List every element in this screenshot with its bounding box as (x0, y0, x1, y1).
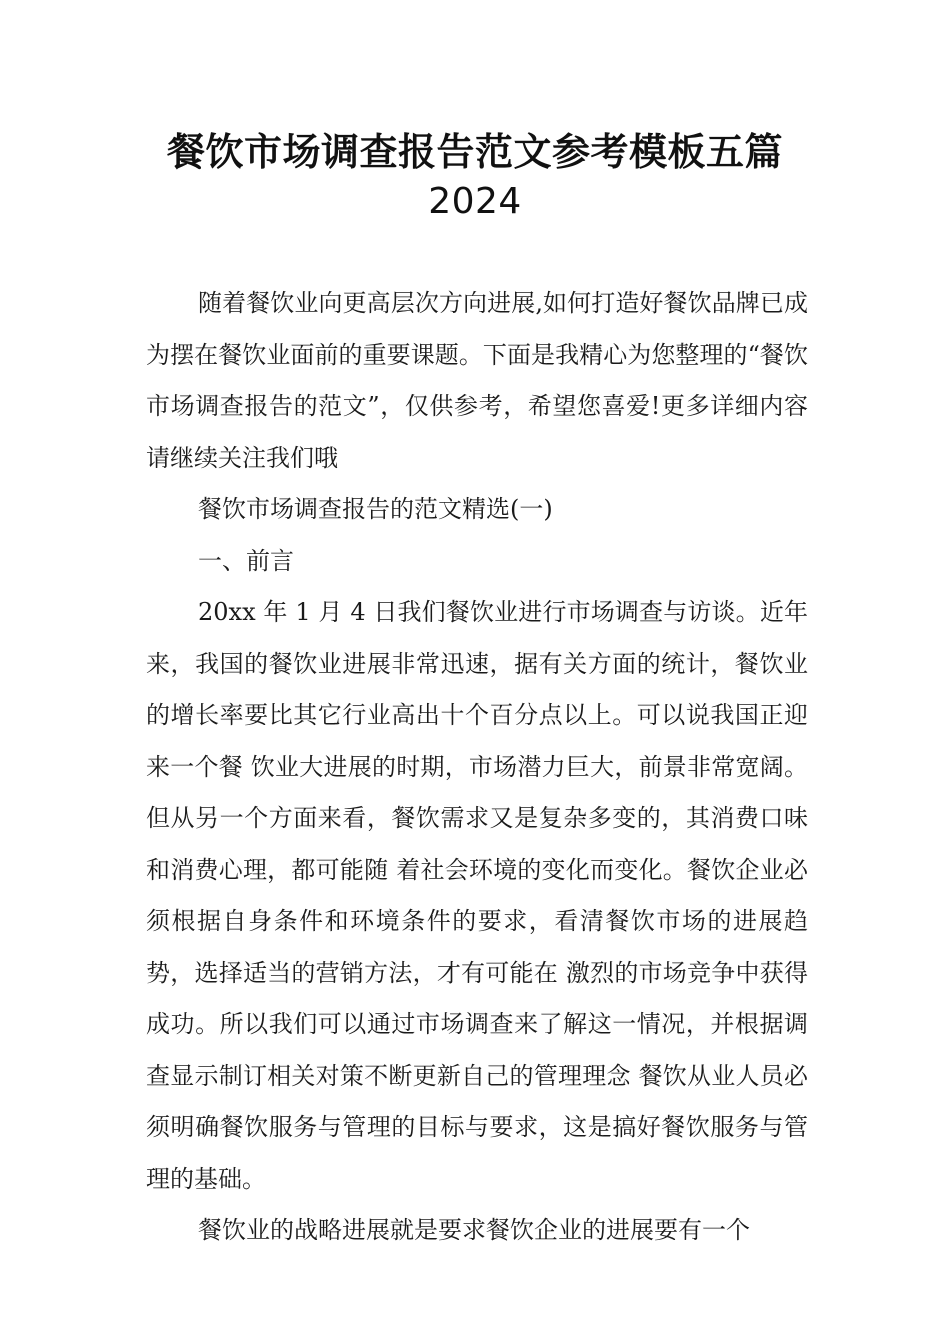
section-heading: 餐饮市场调查报告的范文精选(一) (198, 495, 553, 523)
document-body (146, 278, 808, 1257)
body-paragraph: 餐饮业的战略进展就是要求餐饮企业的进展要有一个 (198, 1216, 750, 1244)
body-paragraph: 20xx 年 1 月 4 日我们餐饮业进行市场调查与访谈。近年来，我国的餐饮业进展非常迅速，据有关方面的统计，餐饮业的增长率要比其它行业高出十个百分点以上。可以说我国正迎来一个餐 饮业大进展的时期，市场潜力巨大，前景非常宽阔。但从另一个方面来看，餐饮需求又是复杂多变的，其消费口味和消费心理，都可能随 着社会环境的变化而变化。餐饮企业必须根据自身条件和环境条件的要求，看清餐饮市场的进展趋势，选择适当的营销方法，才有可能在 激烈的市场竞争中获得成功。所以我们可以通过市场调查来了解这一情况，并根据调查显示制订相关对策不断更新自己的管理理念 餐饮从业人员必须明确餐饮服务与管理的目标与要求，这是搞好餐饮服务与管理的基础。 (146, 598, 808, 1193)
document-title: 餐饮市场调查报告范文参考模板五篇 (166, 130, 783, 174)
intro-paragraph: 随着餐饮业向更高层次方向进展,如何打造好餐饮品牌已成为摆在餐饮业面前的重要课题。下面是我精心为您整理的“餐饮市场调查报告的范文”，仅供参考，希望您喜爱!更多详细内容请继续关注我们哦 (146, 289, 808, 472)
document-title-year: 2024 (428, 181, 522, 222)
subsection-heading: 一、前言 (198, 546, 294, 575)
